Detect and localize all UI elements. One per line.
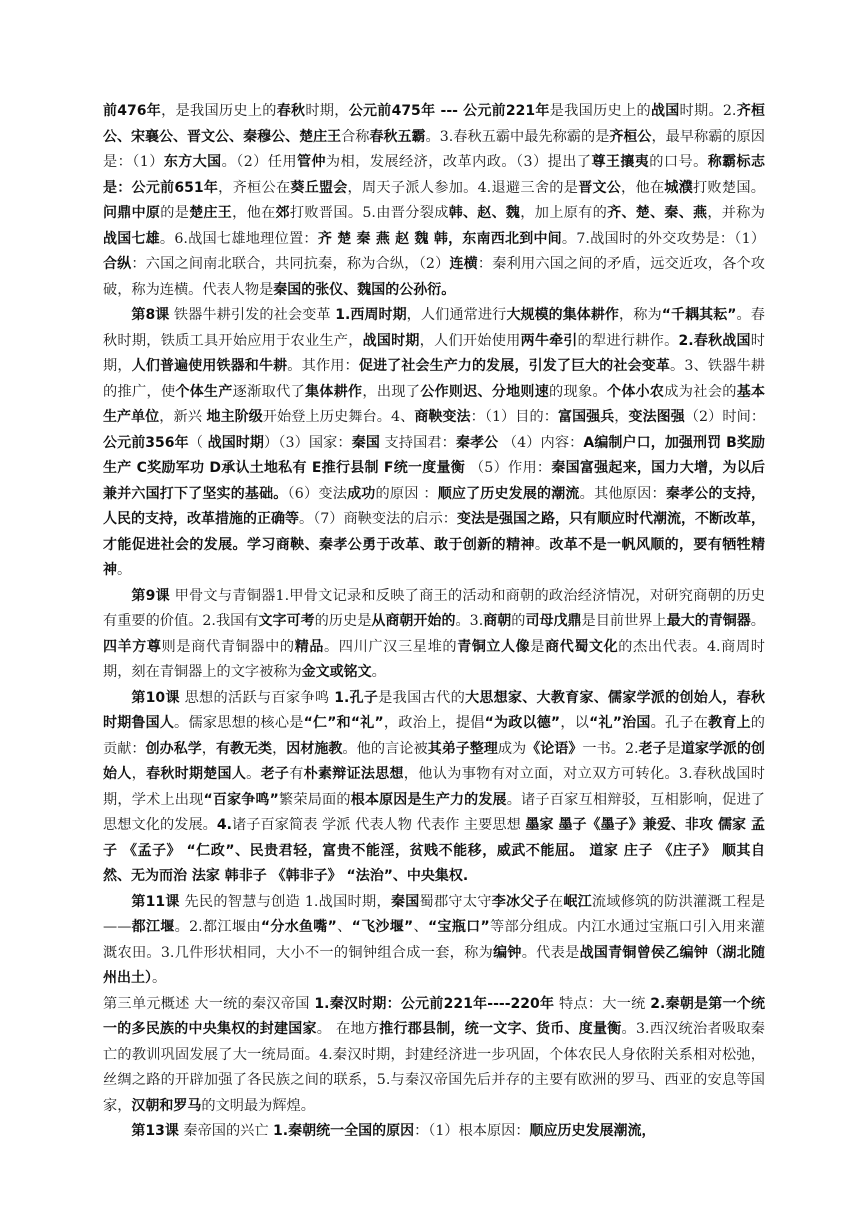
bold-text-run: 4. [216,817,232,833]
bold-text-run: 齐 楚 秦 燕 赵 魏 韩，东南西北到中间 [317,230,562,247]
bold-text-run: 金文或铭文 [301,664,372,680]
bold-text-run: 变法图强 [628,409,685,425]
bold-text-run: 促进了社会生产力的发展，引发了巨大的社会变革 [358,358,670,374]
text-run: 。代表是 [521,944,580,961]
bold-text-run: 城濮 [664,179,693,196]
bold-text-run: 公元前356年 [103,434,189,451]
bold-text-run: 教育上 [708,715,751,731]
bold-text-run: 战国青铜曾侯乙编钟（湖北随州出土） [103,944,765,986]
bold-text-run: 合纵 [103,256,132,272]
bold-text-run: 楚庄王 [189,205,233,221]
text-run: 。四川广汉三星堆的 [323,638,458,655]
bold-text-run: 1.秦朝统一全国的原因 [273,1123,415,1139]
bold-text-run: 墨家 墨子《墨子》兼爱、非攻 儒家 孟子 《孟子》 “仁政”、民贵君轻，富贵不能淫，贫贱不能移，威武不能屈。 道家 庄子 《庄子》 顺其自然、无为而治 法家 韩非子 《韩非子》 “法治”、中央集权. [103,817,765,884]
bold-text-run: 春秋五霸 [369,128,426,145]
bold-text-run: 变法是强国之路，只有顺应时代潮流，不断改革，才能促进社会的发展。学习商鞅、秦孝公勇于改革、敢于创新的精神 [103,511,765,553]
bold-text-run: 问鼎中原 [103,205,161,221]
text-run: ，他认为事物有对立面，对立双方可转化。3.春秋战国时期，学术上出现 [103,766,765,808]
bold-text-run: 商鞅变法 [414,409,471,425]
bold-text-run: 李冰父子 [491,893,549,910]
text-run: 是我国历史上的 [549,103,651,119]
text-run: 合称 [341,128,370,145]
text-run: 。（2）任用 [221,154,298,170]
text-run: 成为社会的 [664,383,737,400]
bold-text-run: 战国时期 [207,434,264,451]
bold-text-run: 第8课 [131,307,170,323]
paragraph-3 [103,584,765,686]
text-run: （4）内容： [498,434,584,451]
bold-text-run: 文字可考 [258,613,315,629]
text-run: 先民的智慧与创造 1.战国时期， [179,893,391,910]
bold-text-run: A编制户口，加强刑罚 B奖励生产 C奖励军功 D承认土地私有 E推行县制 F统一度量衡 [103,434,766,476]
text-run: ：（1）目的： [470,409,559,425]
text-run: 秦帝国的兴亡 [178,1123,274,1139]
bold-text-run: 齐、楚、秦、燕 [607,205,708,221]
text-run: 的原因 ： [375,485,438,502]
text-run: 支持国君： [379,434,456,451]
text-run: ）（3）国家： [263,434,352,451]
text-run: 的杰出代表。4.商周时期，刻在青铜器上的文字被称为 [103,638,765,680]
text-run: ，人们通常进行 [406,307,507,323]
text-run: 。其作用： [287,358,359,374]
text-run: 在 [548,893,564,910]
text-run: 特点：大一统 [554,995,651,1012]
text-run: 诸子百家简表 学派 代表人物 代表作 主要思想 [231,817,526,833]
text-run: ，加上原有的 [520,205,608,221]
bold-text-run: 精品 [294,638,324,655]
bold-text-run: 韩、赵、魏 [448,205,521,221]
bold-text-run: 两牛牵引 [520,332,578,349]
bold-text-run: 秦国 [390,893,420,910]
text-run: 。儒家思想的核心是 [174,715,304,731]
text-run: 思想的活跃与百家争鸣 [179,689,335,706]
text-run: ，新兴 [159,409,207,425]
text-run: ，政治上，提倡 [383,715,485,731]
bold-text-run: 根本原因是生产力的发展 [350,791,507,808]
text-run: （5）作用： [465,460,552,476]
bold-text-run: 老子 [260,766,290,782]
text-run: 。 [152,970,167,986]
text-run: 。他的言论被 [342,740,428,757]
text-run: 的犁进行耕作。 [577,332,679,349]
text-run: 。 [534,536,550,553]
bold-text-run: 汉朝和罗马 [131,1097,202,1114]
bold-text-run: “千耦其耘” [661,307,737,323]
text-run: ，他在 [232,205,276,221]
bold-text-run: 齐桓公、宋襄公、晋文公、秦穆公、楚庄王 [103,103,766,145]
text-run: ， [201,740,216,757]
bold-text-run: 公作则迟、分地则速 [420,383,550,400]
bold-text-run: 司母戊鼎 [525,613,582,629]
bold-text-run: 管仲 [297,154,326,170]
text-run: 有 [289,766,304,782]
bold-text-run: 称霸标志是：公元前651年 [103,154,765,196]
bold-text-run: 第13课 [131,1123,179,1139]
bold-text-run: “礼”治国 [589,715,651,731]
text-run: 。3、铁器牛耕的推广，使 [103,358,766,400]
paragraph-4 [103,686,765,890]
text-run: 。6.战国七雄地理位置： [159,230,318,247]
bold-text-run: 老子 [638,740,667,757]
bold-text-run: 郊 [275,205,290,221]
text-run: 是 [530,638,546,655]
bold-text-run: 富国强兵 [558,409,615,425]
bold-text-run: “飞沙堰” [351,919,414,935]
bold-text-run: 岷江 [563,893,592,910]
bold-text-run: 春秋时期楚国人 [146,766,247,782]
text-run: 。诸子百家互相辩驳，互相影响，促进了思想文化的发展。 [103,791,765,833]
bold-text-run: “宝瓶口” [428,919,490,935]
bold-text-run: “分水鱼嘴” [260,919,337,935]
text-run: 的口号。 [649,154,708,170]
text-run: 打败晋国。5.由晋分裂成 [289,205,449,221]
text-run: ，他在 [621,179,665,196]
bold-text-run: “为政以德” [484,715,561,731]
text-run: 繁荣局面的 [278,791,351,808]
text-run: ：秦利用六国之间的矛盾，远交近攻，各个攻破，称为连横。代表人物是 [103,256,765,298]
bold-text-run: 秦孝公 [455,434,499,451]
text-run: 一书。2. [582,740,639,757]
text-run: 。 [750,613,765,629]
bold-text-run: 从商朝开始的 [371,613,456,629]
bold-text-run: 齐桓公 [609,128,652,145]
text-run: ：六国之间南北联合，共同抗秦，称为合纵，（2） [131,256,450,272]
text-run: ，人们开始使用 [419,332,521,349]
bold-text-run: 战国 [650,103,680,119]
document-body [103,99,765,1145]
bold-text-run: 有教无类 [215,740,273,757]
bold-text-run: 朴素辩证法思想 [303,766,404,782]
bold-text-run: 葵丘盟会 [290,179,348,196]
bold-text-run: 秦国富强起来，国力大增，为以后兼并六国打下了坚实的基础。 [103,460,765,502]
text-run: 的是 [160,205,190,221]
bold-text-run: 商朝 [483,613,512,629]
bold-text-run: 顺应了历史发展的潮流 [437,485,580,502]
bold-text-run: 东方大国 [163,154,222,170]
text-run: 。 [117,562,132,578]
text-run: ， [272,740,287,757]
bold-text-run: 因材施教 [286,740,343,757]
bold-text-run: 1.西周时期 [335,307,407,323]
text-run: 打败楚国。 [692,179,765,196]
text-run: 是 [666,740,681,757]
paragraph-5 [103,890,765,992]
bold-text-run: 成功 [347,485,376,502]
text-run: ，齐桓公在 [218,179,291,196]
text-run: 蜀郡守太守 [419,893,492,910]
text-run: 时期， [103,332,765,374]
text-run: 开始登上历史舞台。4、 [262,409,415,425]
text-run: 的 [511,613,526,629]
bold-text-run: 集体耕作 [305,383,363,400]
bold-text-run: 公元前475年 --- 公元前221年 [348,103,550,119]
bold-text-run: 编钟 [493,944,522,961]
text-run: （ [188,434,208,451]
bold-text-run: 秦国的张仪、魏国的公孙衍。 [273,281,456,298]
bold-text-run: 尊王攘夷 [591,154,650,170]
text-run: ， [131,766,147,782]
text-run: 的贡献： [103,715,765,757]
text-run: 。 在地方 [316,1021,380,1037]
text-run: 甲骨文与青铜器1.甲骨文记录和反映了商王的活动和商朝的政治经济情况，对研究商朝的历史有重要的价值。2.我国有 [103,587,765,629]
text-run: 成为 [497,740,527,757]
text-run: 的现象。 [549,383,608,400]
text-run: ，以 [560,715,590,731]
text-run: 第三单元概述 大一统的秦汉帝国 [103,995,315,1012]
text-run: ，并称为 [707,205,765,221]
bold-text-run: 大思想家、大教育家、儒家学派的创始人，春秋时期鲁国人 [103,689,765,731]
bold-text-run: 战国时期 [362,332,420,349]
text-run: 逐渐取代了 [232,383,306,400]
text-run: 、 [336,919,352,935]
bold-text-run: “百家争鸣” [203,791,279,808]
text-run: 的文明最为辉煌。 [201,1097,315,1114]
paragraph-6 [103,992,765,1120]
bold-text-run: 改革不是一帆风顺的，要有牺牲精神 [103,536,766,578]
text-run: ，周天子派人参加。4.退避三舍的是 [347,179,579,196]
bold-text-run: 第9课 [131,587,170,604]
text-run: ， [614,409,629,425]
bold-text-run: 创办私学 [145,740,202,757]
text-run: ，称为 [618,307,662,323]
paragraph-7 [103,1119,765,1145]
bold-text-run: 人们普遍使用铁器和牛耕 [131,358,288,374]
text-run: 。 [371,664,386,680]
text-run: 。春秋时期，铁质工具开始应用于农业生产， [103,307,765,349]
text-run: ：（1）根本原因： [414,1123,530,1139]
bold-text-run: 青铜立人像 [457,638,531,655]
bold-text-run: 最大的青铜器 [666,613,751,629]
bold-text-run: 道家学派的创始人 [103,740,765,782]
text-run: 的历史是 [314,613,372,629]
bold-text-run: 都江堰 [131,919,175,935]
bold-text-run: 其弟子整理 [427,740,498,757]
bold-text-run: 前476年 [103,103,162,119]
text-run: 时期。2. [679,103,737,119]
bold-text-run: 2.秦朝是第一个统一的多民族的中央集权的封建国家 [103,995,766,1037]
bold-text-run: 1.秦汉时期：公元前221年----220年 [314,995,555,1012]
bold-text-run: 1.孔子 [334,689,379,706]
text-run: 。7.战国时的外交攻势是：（1） [561,230,766,247]
bold-text-run: 晋文公 [578,179,622,196]
text-run: ，最早称霸的原因是：（1） [103,128,765,170]
bold-text-run: 个体小农 [607,383,665,400]
text-run: 为相，发展经济，改革内政。（3）提出了 [325,154,592,170]
text-run: ，是我国历史上的 [161,103,277,119]
text-run: 。2.都江堰由 [174,919,261,935]
text-run: （6）变法 [287,485,348,502]
text-run: 。（7）商鞅变法的启示： [299,511,457,527]
text-run: 则是商代青铜器中的 [161,638,295,655]
bold-text-run: 商代蜀文化 [545,638,619,655]
bold-text-run: 战国七雄 [103,230,160,247]
text-run: 流域修筑的防洪灌溉工程是—— [103,893,766,935]
bold-text-run: 顺应历史发展潮流， [529,1123,656,1139]
text-run: 。3.西汉统治者吸取秦亡的教训巩固发展了大一统局面。4.秦汉时期，封建经济进一步巩固，个体农民人身依附关系相对松弛，丝绸之路的开辟加强了各民族之间的联系，5.与秦汉帝国先后并存的主要有欧洲的罗马、西亚的安息等国家， [103,1021,765,1114]
bold-text-run: 2.春秋战国 [678,332,751,349]
text-run: 铁器牛耕引发的社会变革 [169,307,336,323]
paragraph-1 [103,99,765,303]
bold-text-run: 秦孝公的支持，人民的支持，改革措施的正确等 [103,485,766,527]
text-run: （2）时间： [684,409,766,425]
bold-text-run: 四羊方尊 [103,638,162,655]
bold-text-run: 第10课 [131,689,180,706]
bold-text-run: 推行郡县制，统一文字、货币、度量衡 [379,1021,622,1037]
paragraph-2 [103,303,765,584]
text-run: 、 [413,919,429,935]
bold-text-run: 《论语》 [526,740,583,757]
text-run: 是我国古代的 [378,689,466,706]
text-run: ，出现了 [362,383,421,400]
bold-text-run: 大规模的集体耕作 [506,307,619,323]
bold-text-run: 春秋 [276,103,306,119]
text-run: 。其他原因： [579,485,666,502]
bold-text-run: “仁”和“礼” [303,715,384,731]
text-run: 等部分组成。内江水通过宝瓶口引入用来灌溉农田。3.几件形状相同，大小不一的铜钟组合成一套，称为 [103,919,765,961]
bold-text-run: 连横 [449,256,478,272]
text-run: 。3.春秋五霸中最先称霸的是 [425,128,610,145]
bold-text-run: 秦国 [351,434,380,451]
bold-text-run: 基本生产单位 [103,383,765,425]
bold-text-run: 地主阶级 [206,409,263,425]
bold-text-run: 第11课 [131,893,180,910]
text-run: 。孔子在 [650,715,709,731]
text-run: 是目前世界上 [581,613,667,629]
text-run: 。 [246,766,261,782]
text-run: 。3. [455,613,484,629]
text-run: 时期， [305,103,349,119]
bold-text-run: 个体生产 [175,383,233,400]
